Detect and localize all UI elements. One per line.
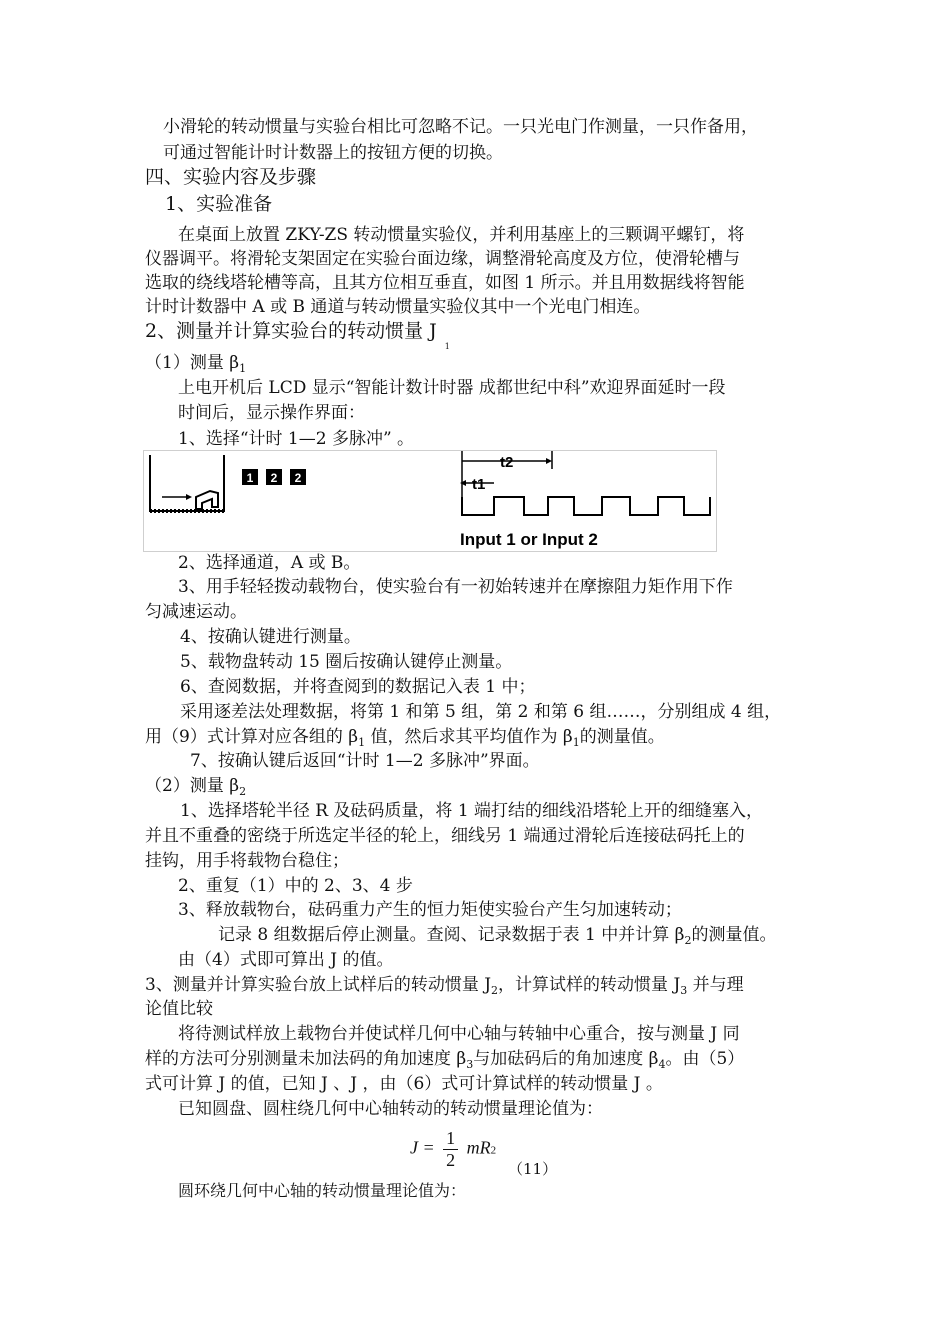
equation-number: （11） <box>508 1160 558 1178</box>
text-line: 3、用手轻轻拨动载物台，使实验台有一初始转速并在摩擦阻力矩作用下作 <box>178 577 733 597</box>
text-line: 1、选择“计时 1—2 多脉冲” 。 <box>178 429 415 449</box>
text-line: 式可计算 J 的值，已知 J 、J ，由（6）式可计算试样的转动惯量 J 。 <box>145 1074 663 1094</box>
text-line: 挂钩，用手将载物台稳住； <box>145 851 349 871</box>
text-line: 2、选择通道，A 或 B。 <box>178 553 361 573</box>
timer-panel-figure <box>143 450 717 552</box>
text-line: 仪器调平。将滑轮支架固定在实验台面边缘，调整滑轮高度及方位，使滑轮槽与 <box>145 249 740 269</box>
text-line: 计时计数器中 A 或 B 通道与转动惯量实验仪其中一个光电门相连。 <box>145 297 651 317</box>
text-line: 论值比较 <box>145 999 213 1019</box>
text-line: 1、选择塔轮半径 R 及砝码质量，将 1 端打结的细线沿塔轮上开的细缝塞入， <box>180 801 764 821</box>
input-caption: Input 1 or Input 2 <box>460 530 598 549</box>
t2-label: t2 <box>500 454 514 471</box>
text-line: 样的方法可分别测量未加法码的角加速度 $\beta_3$与加砝码后的角加速度 $\beta_4$。由（5） <box>145 1049 745 1071</box>
text-line: 记录 8 组数据后停止测量。查阅、记录数据于表 1 中并计算 $\beta_2$的测量值。 <box>218 925 777 947</box>
text-line: 7、按确认键后返回“计时 1—2 多脉冲”界面。 <box>190 751 540 771</box>
text-line: 由（4）式即可算出 J 的值。 <box>178 950 394 970</box>
text-line: 上电开机后 LCD 显示“智能计数计时器 成都世纪中科”欢迎界面延时一段 <box>178 378 726 398</box>
text-line: 已知圆盘、圆柱绕几何中心轴转动的转动惯量理论值为： <box>178 1099 603 1119</box>
moment-of-inertia-equation: J = $\frac{1}{2}$ mR2 <box>410 1128 497 1170</box>
text-line: 3、释放载物台，砝码重力产生的恒力矩使实验台产生匀加速转动； <box>178 900 682 920</box>
text-line: 将待测试样放上载物台并使试样几何中心轴与转轴中心重合，按与测量 J 同 <box>178 1024 740 1044</box>
text-line: 3、测量并计算实验台放上试样后的转动惯量 $J_2$，计算试样的转动惯量 $J_3$ 并与理 <box>145 975 744 997</box>
subsection-heading: 2、测量并计算实验台的转动惯量 $J_1$ <box>145 320 450 351</box>
text-line: （2）测量 $\beta_2$ <box>145 776 247 798</box>
text-line: 2、重复（1）中的 2、3、4 步 <box>178 876 413 896</box>
text-line: 采用逐差法处理数据，将第 1 和第 5 组，第 2 和第 6 组……，分别组成 4 组， <box>180 702 782 722</box>
section-heading: 四、实验内容及步骤 <box>145 166 317 188</box>
text-line: 时间后，显示操作界面： <box>178 403 365 423</box>
t1-label: t1 <box>472 476 486 493</box>
text-line: 匀减速运动。 <box>145 602 247 622</box>
text-line: 选取的绕线塔轮槽等高，且其方位相互垂直，如图 1 所示。并且用数据线将智能 <box>145 273 745 293</box>
mode-key-3: 2 <box>294 471 302 485</box>
text-line: 用（9）式计算对应各组的 $\beta_1$ 值，然后求其平均值作为 $\beta_1$的测量值。 <box>145 727 665 749</box>
timer-panel-svg <box>144 451 716 551</box>
text-line: 4、按确认键进行测量。 <box>180 627 361 647</box>
text-line: 在桌面上放置 ZKY-ZS 转动惯量实验仪，并利用基座上的三颗调平螺钉，将 <box>178 225 745 245</box>
text-line: 可通过智能计时计数器上的按钮方便的切换。 <box>163 143 503 163</box>
mode-key-1: 1 <box>246 471 254 485</box>
text-line: 圆环绕几何中心轴的转动惯量理论值为： <box>178 1181 467 1200</box>
text-line: 并且不重叠的密绕于所选定半径的轮上，细线另 1 端通过滑轮后连接砝码托上的 <box>145 826 745 846</box>
text-line: 小滑轮的转动惯量与实验台相比可忽略不记。一只光电门作测量，一只作备用， <box>163 117 758 137</box>
subsection-heading: 1、实验准备 <box>165 193 273 215</box>
text-line: 5、载物盘转动 15 圈后按确认键停止测量。 <box>180 652 513 672</box>
text-line: 6、查阅数据，并将查阅到的数据记入表 1 中； <box>180 677 536 697</box>
mode-key-2: 2 <box>270 471 278 485</box>
text-line: （1）测量 $\beta_1$ <box>145 353 247 375</box>
